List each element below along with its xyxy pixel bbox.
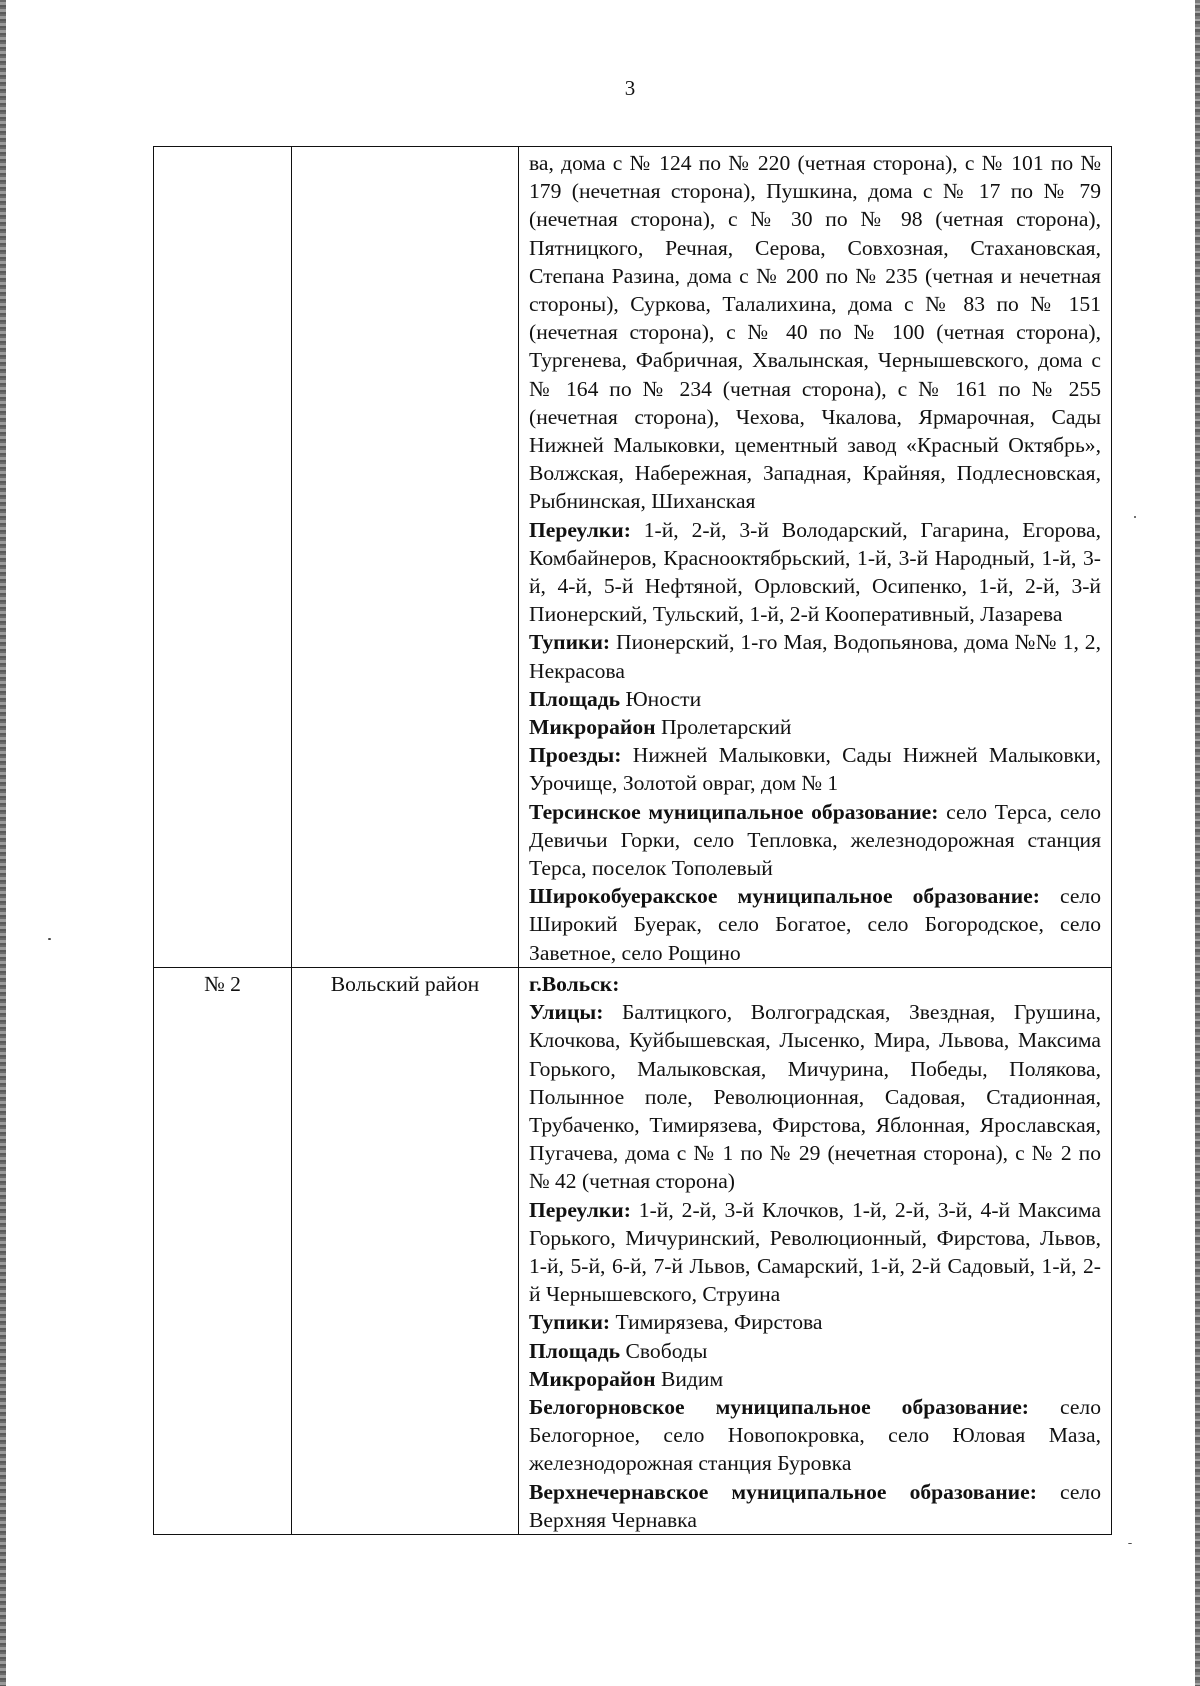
territory-paragraph bbox=[529, 998, 1101, 1195]
territory-description-cell bbox=[519, 147, 1112, 968]
district-number bbox=[154, 147, 291, 149]
paragraph-text: Тимирязева, Фирстова bbox=[610, 1310, 823, 1335]
paragraph-label: Белогорновское муниципальное образование: bbox=[529, 1394, 1029, 1419]
paragraph-label: Площадь bbox=[529, 686, 621, 711]
scan-speck bbox=[1134, 516, 1136, 518]
paragraph-label: Площадь bbox=[529, 1338, 621, 1363]
district-name-cell bbox=[292, 147, 519, 968]
territory-paragraph bbox=[529, 1196, 1101, 1309]
paragraph-label: Тупики: bbox=[529, 630, 611, 655]
paragraph-text: село Белогорное, село Новопокровка, село Юловая Маза, железнодорожная станция Буровка bbox=[529, 1394, 1102, 1476]
paragraph-text: село Верхняя Чернавка bbox=[529, 1479, 1101, 1532]
paragraph-text: Юности bbox=[620, 686, 702, 711]
district-name bbox=[292, 147, 518, 149]
territory-paragraph bbox=[529, 628, 1101, 684]
paragraph-text: ва, дома с № 124 по № 220 (четная сторона), с № 101 по № 179 (нечетная сторона), Пушкина, дома с № 17 по № 79 (нечетная сторона), с № 30 по № 98 (четная сторона), Пятницкого, Речная, Серова, Совхозная, Стахановская, Степана Разина, дома с № 200 по № 235 (четная и нечетная стороны), Суркова, Талалихина, дома с № 83 по № 151 (нечетная сторона), с № 40 по № 100 (четная сторона), Тургенева, Фабричная, Хвалынская, Чернышевского, дома с № 164 по № 234 (четная сторона), с № 161 по № 255 (нечетная сторона), Чехова, Чкалова, Ярмарочная, Сады Нижней Малыковки, цементный завод «Красный Октябрь», Волжская, Набережная, Западная, Крайняя, Подлесновская, Рыбнинская, Шиханская bbox=[529, 151, 1101, 514]
scan-edge-right bbox=[1195, 0, 1200, 1686]
paragraph-text: Свободы bbox=[620, 1338, 708, 1363]
territory-paragraph bbox=[529, 713, 1101, 741]
territory-paragraph bbox=[529, 149, 1101, 516]
district-number-cell bbox=[154, 147, 292, 968]
district-name: Вольский район bbox=[330, 971, 480, 996]
paragraph-label: Терсинское муниципальное образование: bbox=[529, 799, 939, 824]
paragraph-label: Микрорайон bbox=[529, 1366, 656, 1391]
paragraph-text: Пролетарский bbox=[655, 715, 792, 740]
territory-paragraph bbox=[529, 798, 1101, 883]
territory-paragraph bbox=[529, 1365, 1101, 1393]
paragraph-text: 1-й, 2-й, 3-й Володарский, Гагарина, Егорова, Комбайнеров, Краснооктябрьский, 1-й, 3-й Народный, 1-й, 3-й, 4-й, 5-й Нефтяной, Орловский, Осипенко, 1-й, 2-й, 3-й Пионерский, Тульский, 1-й, 2-й Кооперативный, Лазарева bbox=[529, 517, 1101, 627]
scan-edge-left bbox=[0, 0, 6, 1686]
paragraph-label: Улицы: bbox=[529, 1000, 604, 1025]
paragraph-label: Широкобуеракское муниципальное образование: bbox=[529, 884, 1040, 909]
territory-paragraph bbox=[529, 685, 1101, 713]
paragraph-text: село Терса, село Девичьи Горки, село Тепловка, железнодорожная станция Терса, поселок Тополевый bbox=[529, 799, 1101, 881]
district-table bbox=[153, 146, 1112, 1535]
scan-speck bbox=[48, 938, 51, 940]
paragraph-text: 1-й, 2-й, 3-й Клочков, 1-й, 2-й, 3-й, 4-й Максима Горького, Мичуринский, Революционный, Фирстова, Львов, 1-й, 5-й, 6-й, 7-й Львов, Самарский, 1-й, 2-й Садовый, 1-й, 2-й Чернышевского, Струина bbox=[529, 1197, 1101, 1307]
district-number: № 2 bbox=[204, 971, 241, 996]
paragraph-label: Переулки: bbox=[529, 517, 631, 542]
district-name-cell bbox=[292, 967, 519, 1534]
table-row bbox=[154, 967, 1112, 1534]
scan-speck bbox=[1128, 1543, 1132, 1544]
territory-paragraph bbox=[529, 1478, 1101, 1534]
territory-paragraph bbox=[529, 1337, 1101, 1365]
territory-paragraph bbox=[529, 882, 1101, 967]
paragraph-label: Тупики: bbox=[529, 1310, 611, 1335]
page-number: 3 bbox=[624, 76, 636, 100]
paragraph-label: Переулки: bbox=[529, 1197, 631, 1222]
paragraph-label: г.Вольск: bbox=[529, 971, 620, 996]
table-row bbox=[154, 147, 1112, 968]
paragraph-text: Пионерский, 1-го Мая, Водопьянова, дома №№ 1, 2, Некрасова bbox=[529, 630, 1101, 683]
territory-paragraph bbox=[529, 970, 1101, 998]
paragraph-label: Микрорайон bbox=[529, 715, 656, 740]
district-number-cell bbox=[154, 967, 292, 1534]
territory-paragraph bbox=[529, 741, 1101, 797]
paragraph-label: Верхнечернавское муниципальное образование: bbox=[529, 1479, 1037, 1504]
paragraph-text: Нижней Малыковки, Сады Нижней Малыковки, Урочище, Золотой овраг, дом № 1 bbox=[529, 743, 1101, 796]
territory-paragraph bbox=[529, 1393, 1101, 1478]
paragraph-text: Балтицкого, Волгоградская, Звездная, Грушина, Клочкова, Куйбышевская, Лысенко, Мира, Львова, Максима Горького, Малыковская, Мичурина, Победы, Полякова, Полынное поле, Революционная, Садовая, Стадионная, Трубаченко, Тимирязева, Фирстова, Яблонная, Ярославская, Пугачева, дома с № 1 по № 29 (нечетная сторона), с № 2 по № 42 (четная сторона) bbox=[529, 1000, 1101, 1194]
territory-paragraph bbox=[529, 516, 1101, 629]
paragraph-label: Проезды: bbox=[529, 743, 622, 768]
territory-paragraph bbox=[529, 1308, 1101, 1336]
territory-description-cell bbox=[519, 967, 1112, 1534]
paragraph-text: село Широкий Буерак, село Богатое, село Богородское, село Заветное, село Рощино bbox=[529, 884, 1101, 965]
paragraph-text: Видим bbox=[655, 1366, 724, 1391]
